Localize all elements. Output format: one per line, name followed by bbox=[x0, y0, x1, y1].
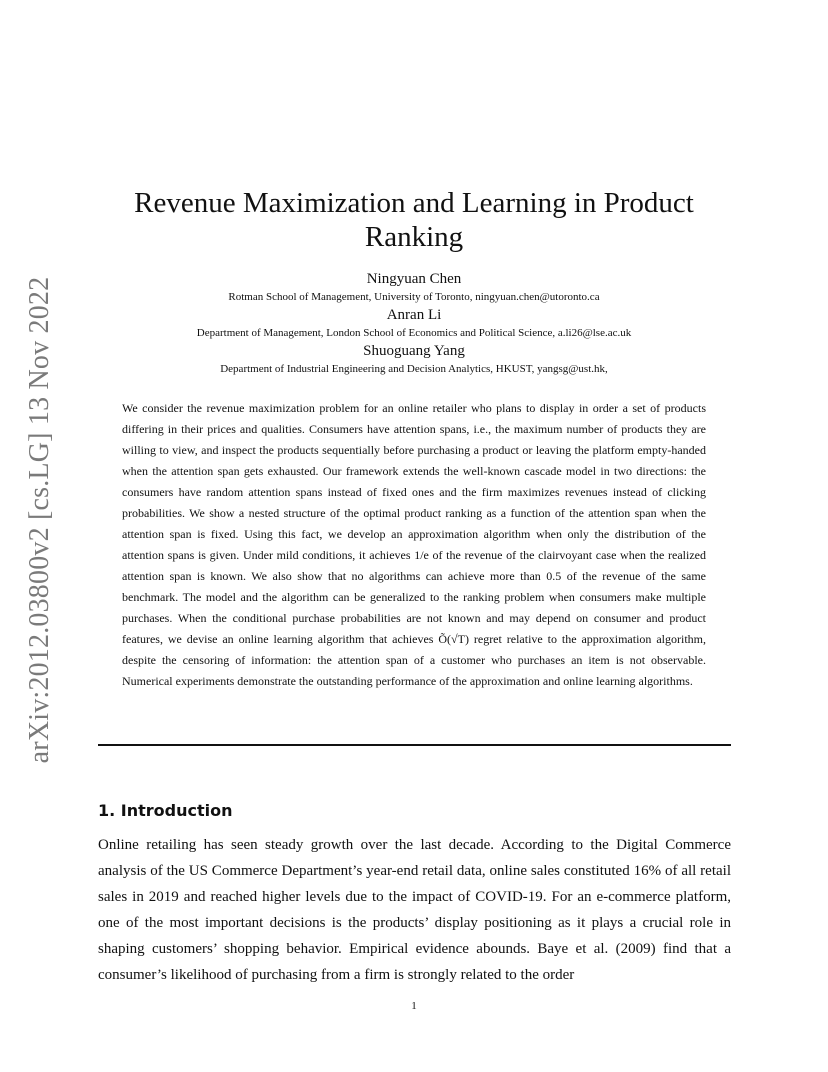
author-affiliation: Rotman School of Management, University of Toronto, ningyuan.chen@utoronto.ca bbox=[228, 291, 600, 303]
author-name: Anran Li bbox=[386, 307, 442, 323]
section-body: Online retailing has seen steady growth over the last decade. According to the Digital Commerce analysis of the US Commerce Department’s year-end retail data, online sales constituted 16% of all retail sales in 2019 and reached higher levels due to the impact of COVID-19. For an e-commerce platform, one of the most important decisions is the products’ display positioning as it plays a crucial role in shaping customers’ shopping behavior. Empirical evidence abounds. Baye et al. (2009) find that a consumer’s likelihood of purchasing from a firm is strongly related to the order bbox=[98, 837, 731, 983]
title-block bbox=[98, 186, 730, 254]
arxiv-stamp-text: arXiv:2012.03800v2 [cs.LG] 13 Nov 2022 bbox=[24, 276, 55, 764]
author-block bbox=[98, 270, 730, 306]
author-list bbox=[98, 270, 730, 378]
arxiv-stamp bbox=[20, 276, 60, 764]
author-name: Shuoguang Yang bbox=[363, 343, 465, 359]
author-block bbox=[98, 342, 730, 378]
author-block bbox=[98, 306, 730, 342]
author-name: Ningyuan Chen bbox=[366, 271, 462, 287]
section-divider bbox=[98, 744, 731, 746]
abstract: We consider the revenue maximization problem for an online retailer who plans to display in order a set of products differing in their prices and qualities. Consumers have attention spans, i.e., the maximum number of products they are willing to view, and inspect the products sequentially before purchasing a product or leaving the platform empty-handed when the attention span gets exhausted. Our framework extends the well-known cascade model in two directions: the consumers have random attention spans instead of fixed ones and the firm maximizes revenues instead of clicking probabilities. We show a nested structure of the optimal product ranking as a function of the attention span when the attention span is fixed. Using this fact, we develop an approximation algorithm when only the distribution of the attention spans is given. Under mild conditions, it achieves 1/e of the revenue of the clairvoyant case when the realized attention span is known. We also show that no algorithms can achieve more than 0.5 of the revenue of the same benchmark. The model and the algorithm can be generalized to the ranking problem when consumers make multiple purchases. When the conditional purchase probabilities are not known and may depend on consumer and product features, we devise an online learning algorithm that achieves Õ(√T) regret relative to the approximation algorithm, despite the censoring of information: the attention span of a customer who purchases an item is not observable. Numerical experiments demonstrate the outstanding performance of the approximation and online learning algorithms. bbox=[122, 401, 706, 688]
paper-title: Revenue Maximization and Learning in Product Ranking bbox=[134, 187, 694, 253]
section-heading: 1. Introduction bbox=[98, 801, 233, 820]
page-number: 1 bbox=[411, 1000, 417, 1012]
author-affiliation: Department of Industrial Engineering and Decision Analytics, HKUST, yangsg@ust.hk, bbox=[220, 363, 608, 375]
author-affiliation: Department of Management, London School of Economics and Political Science, a.li26@lse.ac.uk bbox=[196, 327, 632, 339]
